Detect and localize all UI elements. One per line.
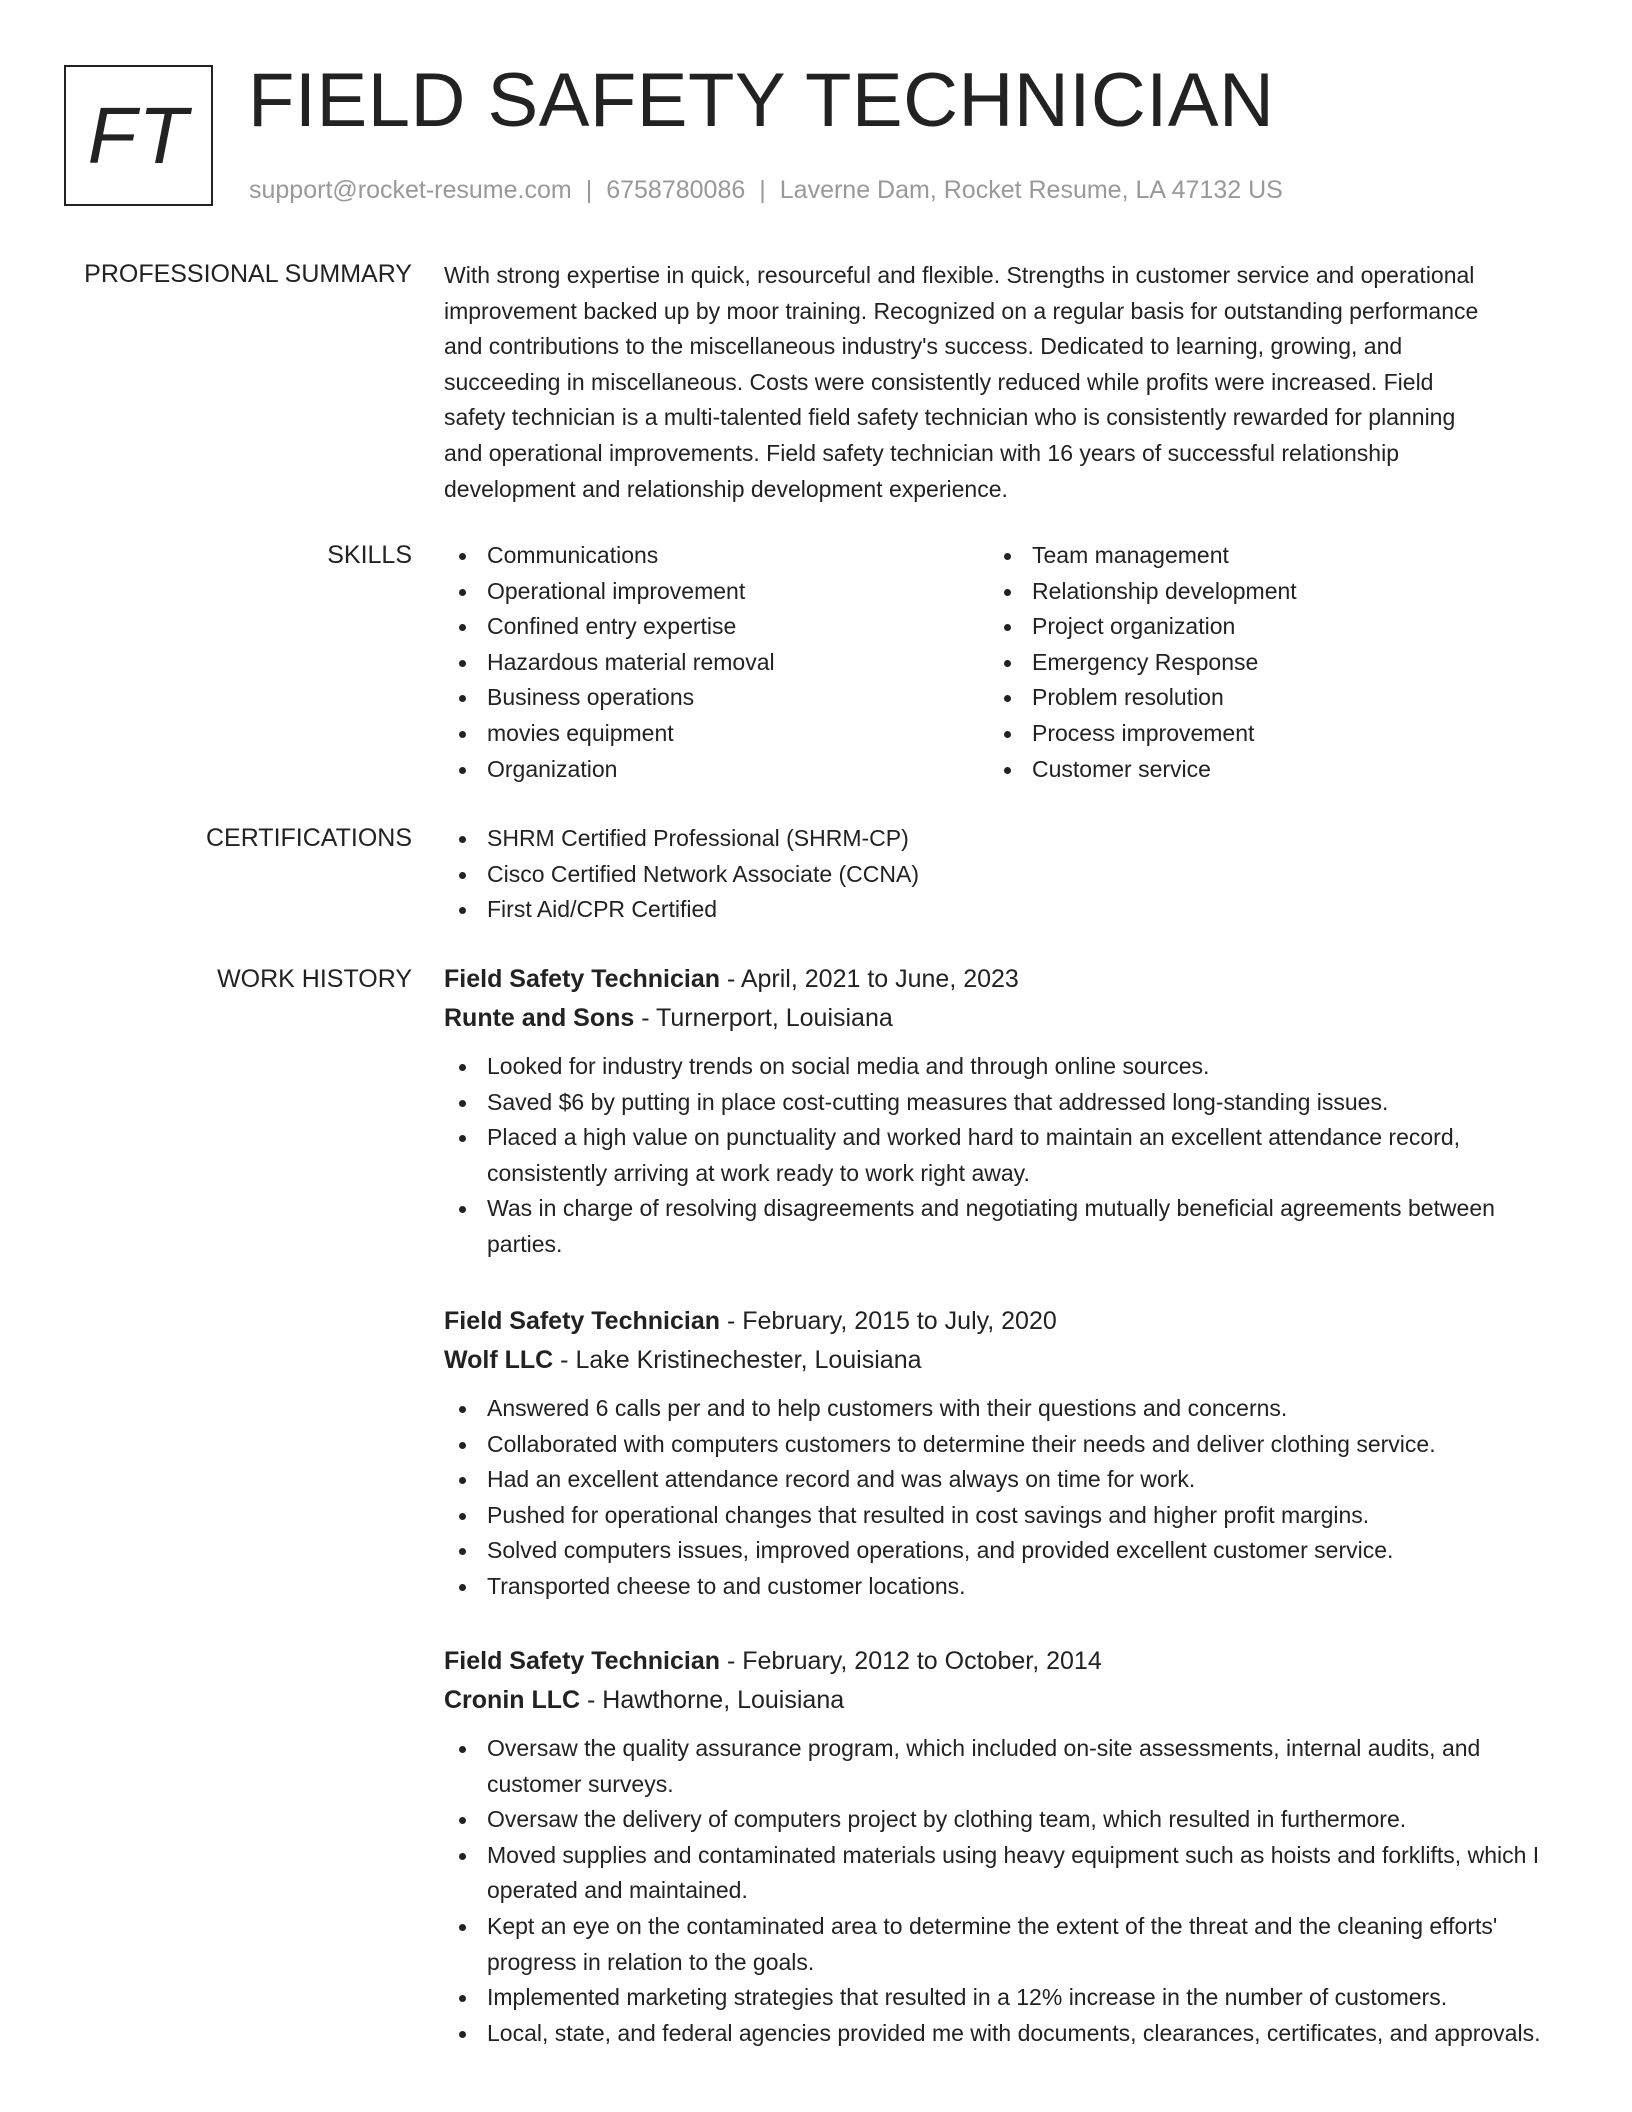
job-dates: - February, 2015 to July, 2020 bbox=[720, 1307, 1057, 1335]
job-company: Cronin LLC bbox=[444, 1686, 581, 1714]
job-bullet: Pushed for operational changes that resulted in cost savings and higher profit margins. bbox=[444, 1498, 1556, 1534]
summary-line: With strong expertise in quick, resourceful and flexible. Strengths in customer service and operational bbox=[444, 262, 1475, 288]
job-bullet: Oversaw the delivery of computers project by clothing team, which resulted in furthermore. bbox=[444, 1802, 1556, 1838]
skill-item: Business operations bbox=[444, 680, 989, 716]
skill-item: Problem resolution bbox=[989, 680, 1534, 716]
summary-line: and contributions to the miscellaneous industry's success. Dedicated to learning, growing, and bbox=[444, 333, 1403, 360]
job-bullet: Was in charge of resolving disagreements and negotiating mutually beneficial agreements between parties. bbox=[444, 1191, 1556, 1262]
certifications-section bbox=[444, 821, 1556, 928]
skill-item: Customer service bbox=[989, 752, 1534, 788]
job-entry bbox=[444, 960, 1556, 1263]
skill-item: Confined entry expertise bbox=[444, 609, 989, 645]
monogram-logo bbox=[64, 65, 213, 206]
job-bullet: Moved supplies and contaminated materials using heavy equipment such as hoists and forklifts, which I operated and maintained. bbox=[444, 1838, 1556, 1909]
skill-item: Organization bbox=[444, 752, 989, 788]
summary-line: improvement backed up by moor training. Recognized on a regular basis for outstanding performance bbox=[444, 297, 1479, 324]
job-bullet: Solved computers issues, improved operations, and provided excellent customer service. bbox=[444, 1533, 1556, 1569]
skill-item: Process improvement bbox=[989, 716, 1534, 752]
job-title-line bbox=[444, 1642, 1556, 1681]
job-bullets bbox=[444, 1049, 1556, 1263]
skill-item: Emergency Response bbox=[989, 645, 1534, 681]
job-company-line bbox=[444, 1681, 1556, 1720]
contact-separator: | bbox=[759, 176, 766, 204]
skill-item: movies equipment bbox=[444, 716, 989, 752]
section-label-work-history: WORK HISTORY bbox=[217, 965, 412, 993]
job-bullet: Collaborated with computers customers to determine their needs and deliver clothing service. bbox=[444, 1427, 1556, 1463]
job-bullet: Had an excellent attendance record and was always on time for work. bbox=[444, 1462, 1556, 1498]
job-bullet: Placed a high value on punctuality and worked hard to maintain an excellent attendance record, consistently arriving at work ready to work right away. bbox=[444, 1120, 1556, 1191]
job-location: - Hawthorne, Louisiana bbox=[580, 1686, 845, 1714]
summary-text bbox=[444, 258, 1556, 507]
certification-item: Cisco Certified Network Associate (CCNA) bbox=[444, 857, 1556, 893]
section-label-skills: SKILLS bbox=[327, 541, 412, 569]
job-bullet: Answered 6 calls per and to help customers with their questions and concerns. bbox=[444, 1391, 1556, 1427]
job-bullet: Looked for industry trends on social media and through online sources. bbox=[444, 1049, 1556, 1085]
skill-item: Operational improvement bbox=[444, 574, 989, 610]
contact-phone: 6758780086 bbox=[606, 176, 746, 204]
contact-separator: | bbox=[585, 176, 593, 204]
contact-email: support@rocket-resume.com bbox=[249, 176, 572, 204]
monogram-initials: FT bbox=[87, 90, 190, 180]
job-dates: - February, 2012 to October, 2014 bbox=[720, 1647, 1102, 1675]
skills-section bbox=[444, 538, 1556, 787]
job-bullet: Local, state, and federal agencies provided me with documents, clearances, certificates, and approvals. bbox=[444, 2016, 1556, 2052]
job-location: - Turnerport, Louisiana bbox=[634, 1004, 893, 1032]
contact-address: Laverne Dam, Rocket Resume, LA 47132 US bbox=[779, 176, 1283, 204]
job-entry bbox=[444, 1302, 1556, 1605]
job-bullets bbox=[444, 1731, 1556, 2051]
job-bullet: Saved $6 by putting in place cost-cutting measures that addressed long-standing issues. bbox=[444, 1085, 1556, 1121]
summary-line: succeeding in miscellaneous. Costs were consistently reduced while profits were increased. Field bbox=[444, 368, 1434, 395]
job-title: Field Safety Technician bbox=[444, 1647, 721, 1675]
skills-list-left bbox=[444, 538, 989, 787]
skill-item: Relationship development bbox=[989, 574, 1534, 610]
page-title: FIELD SAFETY TECHNICIAN bbox=[248, 58, 1275, 143]
job-title: Field Safety Technician bbox=[444, 965, 721, 993]
certification-item: First Aid/CPR Certified bbox=[444, 892, 1556, 928]
job-company-line bbox=[444, 999, 1556, 1038]
skills-grid bbox=[444, 538, 1556, 787]
skill-item: Communications bbox=[444, 538, 989, 574]
summary-line: safety technician is a multi-talented field safety technician who is consistently rewarded for planning bbox=[444, 404, 1456, 431]
job-bullets bbox=[444, 1391, 1556, 1605]
job-entry bbox=[444, 1642, 1556, 2051]
job-bullet: Oversaw the quality assurance program, which included on-site assessments, internal audits, and customer surveys. bbox=[444, 1731, 1556, 1802]
section-label-summary: PROFESSIONAL SUMMARY bbox=[84, 260, 412, 288]
summary-line: development and relationship development experience. bbox=[444, 475, 1008, 502]
summary-line: and operational improvements. Field safety technician with 16 years of successful relationship bbox=[444, 439, 1399, 466]
certifications-list bbox=[444, 821, 1556, 928]
job-title-line bbox=[444, 960, 1556, 999]
job-bullet: Transported cheese to and customer locations. bbox=[444, 1569, 1556, 1605]
job-company: Runte and Sons bbox=[444, 1004, 635, 1032]
job-title-line bbox=[444, 1302, 1556, 1341]
job-company: Wolf LLC bbox=[444, 1346, 554, 1374]
contact-line bbox=[249, 174, 1283, 206]
job-bullet: Kept an eye on the contaminated area to determine the extent of the threat and the cleaning efforts' progress in relation to the goals. bbox=[444, 1909, 1556, 1980]
skills-list-right bbox=[989, 538, 1534, 787]
certification-item: SHRM Certified Professional (SHRM-CP) bbox=[444, 821, 1556, 857]
job-location: - Lake Kristinechester, Louisiana bbox=[553, 1346, 922, 1374]
section-label-certifications: CERTIFICATIONS bbox=[205, 824, 412, 852]
job-dates: - April, 2021 to June, 2023 bbox=[720, 965, 1019, 993]
skill-item: Team management bbox=[989, 538, 1534, 574]
skill-item: Project organization bbox=[989, 609, 1534, 645]
job-company-line bbox=[444, 1341, 1556, 1380]
job-title: Field Safety Technician bbox=[444, 1307, 721, 1335]
summary-section bbox=[444, 258, 1556, 507]
skill-item: Hazardous material removal bbox=[444, 645, 989, 681]
job-bullet: Implemented marketing strategies that resulted in a 12% increase in the number of customers. bbox=[444, 1980, 1556, 2016]
